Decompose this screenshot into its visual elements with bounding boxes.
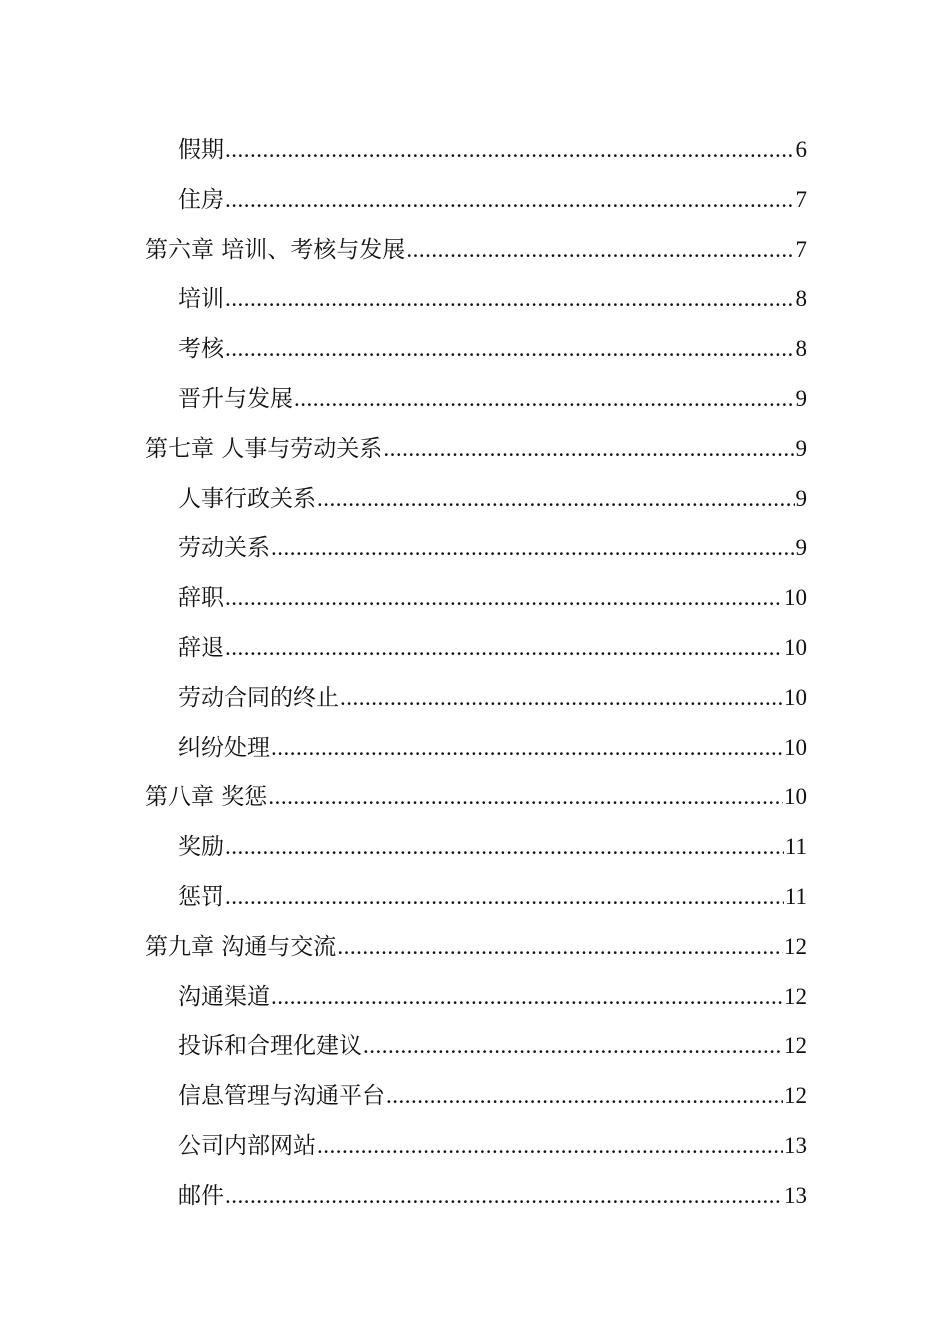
toc-entry-page-number: 12 <box>784 933 807 959</box>
toc-section-entry[interactable] <box>145 324 807 374</box>
toc-entry-title: 投诉和合理化建议 <box>178 1033 362 1060</box>
toc-entry-page-number: 12 <box>784 1033 807 1059</box>
toc-entry-title: 假期 <box>178 137 224 163</box>
toc-dot-leader <box>337 922 783 972</box>
toc-entry-page-number: 13 <box>784 1132 807 1158</box>
toc-entry-title: 惩罚 <box>178 883 224 910</box>
toc-entry-page-number: 12 <box>784 983 807 1009</box>
toc-section-entry[interactable] <box>145 1171 807 1221</box>
toc-entry-page-number: 7 <box>795 186 807 212</box>
toc-dot-leader <box>386 1071 783 1121</box>
toc-dot-leader <box>225 175 795 225</box>
toc-entry-title: 奖励 <box>178 834 224 861</box>
toc-entry-title: 住房 <box>178 186 224 213</box>
toc-entry-page-number: 10 <box>784 585 807 611</box>
toc-dot-leader <box>294 374 795 424</box>
toc-entry-page-number: 11 <box>784 834 807 860</box>
toc-dot-leader <box>317 474 795 524</box>
toc-entry-title: 劳动关系 <box>178 535 270 562</box>
toc-entry-title: 公司内部网站 <box>178 1132 316 1159</box>
toc-entry-title: 人事行政关系 <box>178 485 316 512</box>
toc-entry-title: 第七章 人事与劳动关系 <box>145 435 383 462</box>
toc-entry-title: 辞退 <box>178 634 224 661</box>
toc-chapter-entry[interactable] <box>145 225 807 275</box>
toc-entry-page-number: 9 <box>795 485 807 511</box>
toc-section-entry[interactable] <box>145 1071 807 1121</box>
toc-dot-leader <box>271 523 795 573</box>
toc-entry-page-number: 11 <box>784 883 807 909</box>
toc-section-entry[interactable] <box>145 673 807 723</box>
toc-dot-leader <box>225 573 783 623</box>
toc-section-entry[interactable] <box>145 1121 807 1171</box>
toc-chapter-entry[interactable] <box>145 922 807 972</box>
toc-dot-leader <box>340 673 783 723</box>
toc-entry-title: 劳动合同的终止 <box>178 684 339 711</box>
toc-entry-page-number: 9 <box>795 435 807 461</box>
toc-dot-leader <box>225 1171 783 1221</box>
toc-dot-leader <box>225 623 783 673</box>
toc-entry-page-number: 7 <box>795 236 807 262</box>
toc-section-entry[interactable] <box>145 872 807 922</box>
toc-chapter-entry[interactable] <box>145 424 807 474</box>
toc-entry-title: 第八章 奖惩 <box>145 784 268 811</box>
toc-section-entry[interactable] <box>145 972 807 1022</box>
toc-dot-leader <box>383 424 794 474</box>
toc-dot-leader <box>363 1021 783 1071</box>
toc-entry-page-number: 10 <box>784 784 807 810</box>
toc-entry-page-number: 12 <box>784 1083 807 1109</box>
toc-entry-title: 第六章 培训、考核与发展 <box>145 236 406 263</box>
toc-section-entry[interactable] <box>145 274 807 324</box>
toc-entry-page-number: 13 <box>784 1182 807 1208</box>
toc-entry-title: 邮件 <box>178 1182 224 1209</box>
toc-dot-leader <box>225 324 795 374</box>
toc-dot-leader <box>225 274 795 324</box>
toc-entry-title: 培训 <box>178 286 224 313</box>
toc-entry-title: 辞职 <box>178 585 224 612</box>
toc-entry-page-number: 8 <box>795 336 807 362</box>
toc-dot-leader <box>406 225 794 275</box>
toc-dot-leader <box>225 125 795 175</box>
toc-section-entry[interactable] <box>145 1021 807 1071</box>
toc-section-entry[interactable] <box>145 374 807 424</box>
toc-dot-leader <box>268 772 783 822</box>
toc-section-entry[interactable] <box>145 523 807 573</box>
toc-dot-leader <box>317 1121 783 1171</box>
toc-section-entry[interactable] <box>145 474 807 524</box>
toc-chapter-entry[interactable] <box>145 772 807 822</box>
toc-entry-page-number: 9 <box>795 535 807 561</box>
toc-entry-title: 信息管理与沟通平台 <box>178 1083 385 1110</box>
toc-dot-leader <box>225 822 784 872</box>
toc-section-entry[interactable] <box>145 822 807 872</box>
toc-dot-leader <box>271 723 783 773</box>
toc-entry-page-number: 8 <box>795 286 807 312</box>
toc-section-entry[interactable] <box>145 623 807 673</box>
toc-entry-title: 考核 <box>178 336 224 363</box>
table-of-contents <box>145 125 807 1221</box>
toc-section-entry[interactable] <box>145 573 807 623</box>
toc-dot-leader <box>271 972 783 1022</box>
toc-entry-title: 纠纷处理 <box>178 734 270 761</box>
toc-entry-title: 晋升与发展 <box>178 385 293 412</box>
toc-entry-title: 第九章 沟通与交流 <box>145 933 337 960</box>
toc-entry-page-number: 9 <box>795 385 807 411</box>
toc-dot-leader <box>225 872 784 922</box>
toc-entry-page-number: 10 <box>784 684 807 710</box>
toc-entry-page-number: 10 <box>784 634 807 660</box>
toc-entry-page-number: 10 <box>784 734 807 760</box>
toc-section-entry[interactable] <box>145 175 807 225</box>
toc-entry-page-number: 6 <box>795 137 807 162</box>
toc-entry-title: 沟通渠道 <box>178 983 270 1010</box>
toc-section-entry[interactable] <box>145 125 807 175</box>
toc-section-entry[interactable] <box>145 723 807 773</box>
